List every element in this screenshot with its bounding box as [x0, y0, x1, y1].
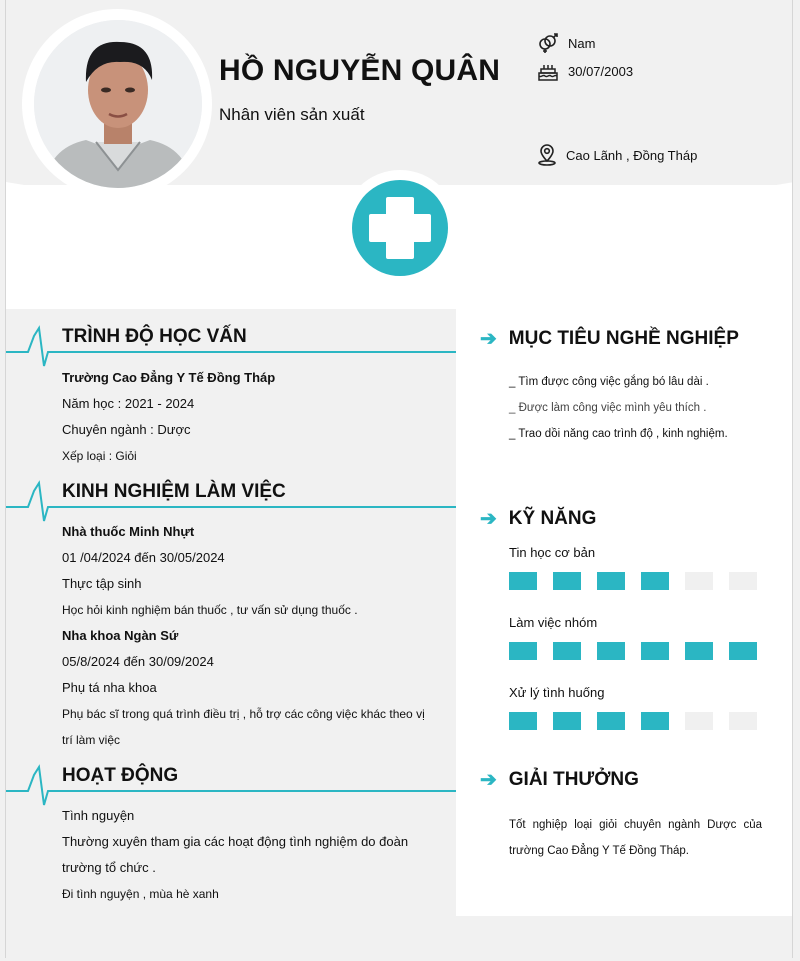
- skill-label: Làm việc nhóm: [509, 615, 598, 630]
- skill-bar-filled: [597, 712, 625, 730]
- skill-bar-filled: [553, 642, 581, 660]
- skill-bar-filled: [597, 572, 625, 590]
- experience-heading: KINH NGHIỆM LÀM VIỆC: [62, 481, 286, 502]
- skill-bar-empty: [685, 712, 713, 730]
- skill-level-bars: [509, 712, 773, 730]
- skills-heading: [480, 506, 596, 531]
- gender-row: [537, 32, 595, 54]
- job-description: trí làm việc: [62, 733, 121, 747]
- skill-bar-empty: [685, 572, 713, 590]
- objective-heading: [480, 326, 739, 351]
- activities-heading: HOẠT ĐỘNG: [62, 765, 179, 786]
- skill-bar-empty: [729, 572, 757, 590]
- objective-line: _ Tìm được công việc gắng bó lâu dài .: [509, 376, 709, 388]
- activity-line: Tình nguyện: [62, 808, 135, 823]
- activity-line: trường tổ chức .: [62, 860, 156, 875]
- birthday-value: 30/07/2003: [568, 63, 634, 79]
- skill-bar-filled: [641, 572, 669, 590]
- skill-bar-filled: [729, 642, 757, 660]
- birthday-row: [537, 60, 633, 82]
- skill-bar-empty: [729, 712, 757, 730]
- candidate-name: HỒ NGUYỄN QUÂN: [219, 54, 501, 87]
- skill-bar-filled: [553, 572, 581, 590]
- avatar-photo: [34, 20, 202, 188]
- location-pin-icon: [537, 144, 557, 166]
- arrow-right-icon: ➔: [480, 769, 497, 791]
- skill-bar-filled: [553, 712, 581, 730]
- education-years: Năm học : 2021 - 2024: [62, 396, 195, 411]
- skill-bar-filled: [641, 642, 669, 660]
- skill-label: Tin học cơ bản: [509, 545, 596, 560]
- education-grade: Xếp loại : Giỏi: [62, 449, 137, 463]
- activity-line: Đi tình nguyện , mùa hè xanh: [62, 887, 219, 901]
- skill-bar-filled: [685, 642, 713, 660]
- activity-line: Thường xuyên tham gia các hoạt động tình nghiệm do đoàn: [62, 834, 409, 849]
- job-period: 05/8/2024 đến 30/09/2024: [62, 654, 214, 669]
- arrow-right-icon: ➔: [480, 508, 497, 530]
- address-row: [537, 144, 697, 166]
- skill-bar-filled: [509, 712, 537, 730]
- education-major: Chuyên ngành : Dược: [62, 422, 191, 437]
- cv-page: [5, 0, 793, 958]
- skill-label: Xử lý tình huống: [509, 685, 605, 700]
- skill-level-bars: [509, 572, 773, 590]
- gender-value: Nam: [568, 35, 596, 51]
- skill-bar-filled: [509, 572, 537, 590]
- job-company: Nha khoa Ngàn Sứ: [62, 628, 179, 643]
- job-role: Phụ tá nha khoa: [62, 680, 157, 695]
- arrow-right-icon: ➔: [480, 328, 497, 350]
- skill-bar-filled: [509, 642, 537, 660]
- skill-level-bars: [509, 642, 773, 660]
- skill-bar-filled: [641, 712, 669, 730]
- address-value: Cao Lãnh , Đồng Tháp: [566, 147, 698, 163]
- awards-heading: [480, 767, 639, 792]
- skill-bar-filled: [597, 642, 625, 660]
- job-company: Nhà thuốc Minh Nhựt: [62, 524, 195, 539]
- birthday-cake-icon: [537, 60, 559, 82]
- objective-title: MỤC TIÊU NGHỀ NGHIỆP: [508, 327, 739, 349]
- objective-line: _ Được làm công việc mình yêu thích .: [509, 402, 707, 414]
- cross-horizontal: [369, 214, 431, 242]
- job-description: Học hỏi kinh nghiệm bán thuốc , tư vấn sử dụng thuốc .: [62, 603, 358, 617]
- skills-title: KỸ NĂNG: [508, 507, 597, 529]
- job-period: 01 /04/2024 đến 30/05/2024: [62, 550, 225, 565]
- job-title: Nhân viên sản xuất: [219, 105, 365, 124]
- award-text: Tốt nghiệp loại giỏi chuyên ngành Dược của trường Cao Đẳng Y Tế Đồng Tháp.: [509, 819, 762, 857]
- education-heading: TRÌNH ĐỘ HỌC VẤN: [62, 326, 247, 347]
- job-description: Phụ bác sĩ trong quá trình điều trị , hỗ trợ các công việc khác theo vị: [62, 707, 425, 721]
- objective-line: _ Trao dồi năng cao trình độ , kinh nghiệm.: [509, 428, 728, 440]
- awards-title: GIẢI THƯỞNG: [508, 768, 639, 790]
- job-role: Thực tập sinh: [62, 576, 142, 591]
- gender-symbol-icon: [537, 32, 559, 54]
- education-school: Trường Cao Đẳng Y Tế Đồng Tháp: [62, 370, 276, 385]
